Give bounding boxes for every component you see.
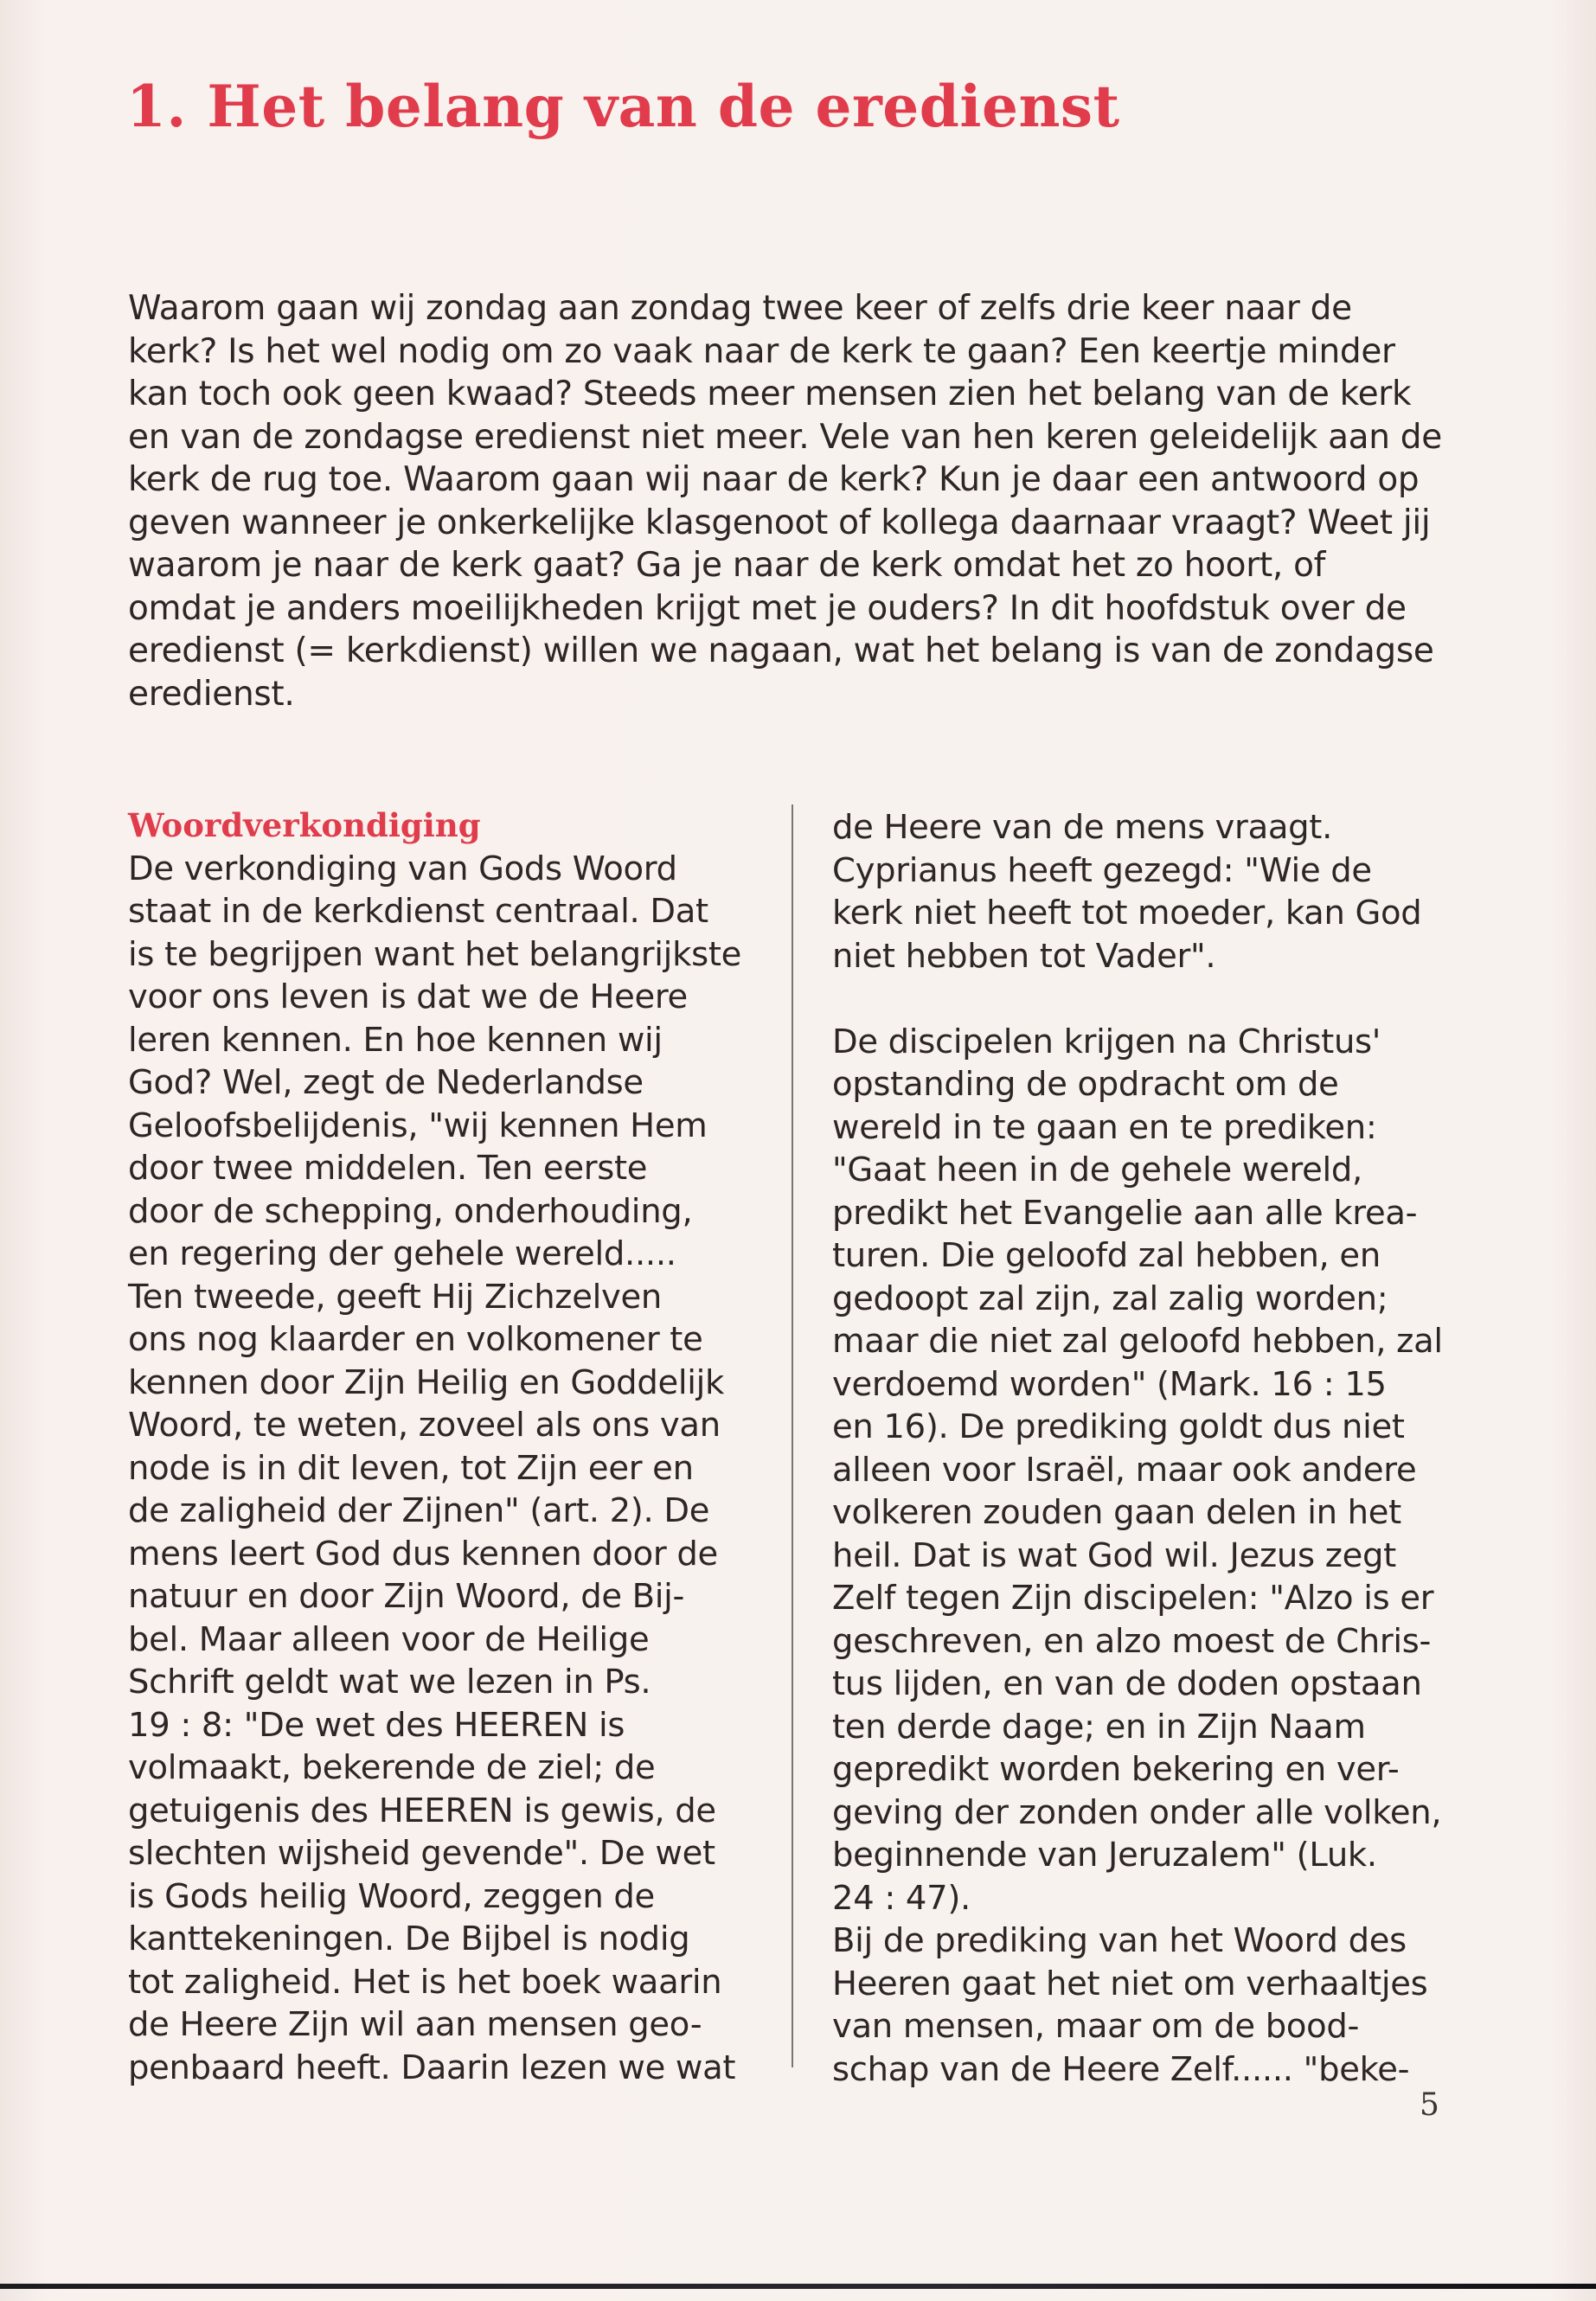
left-column-line: Geloofsbelijdenis, "wij kennen Hem (128, 1106, 708, 1145)
left-column-line: de Heere Zijn wil aan mensen geo- (128, 2005, 702, 2044)
intro-line: eredienst (= kerkdienst) willen we nagaan, wat het belang is van de zondagse (128, 631, 1434, 670)
left-column-line: voor ons leven is dat we de Heere (128, 977, 688, 1016)
intro-line: kerk de rug toe. Waarom gaan wij naar de kerk? Kun je daar een antwoord op (128, 460, 1420, 499)
right-column-line: predikt het Evangelie aan alle krea- (832, 1193, 1418, 1233)
right-column-line: 24 : 47). (832, 1878, 971, 1918)
left-column-line: staat in de kerkdienst centraal. Dat (128, 892, 708, 931)
left-column-line: de zaligheid der Zijnen" (art. 2). De (128, 1491, 710, 1530)
left-column-line: en regering der gehele wereld..... (128, 1234, 676, 1273)
left-column-line: door de schepping, onderhouding, (128, 1191, 693, 1231)
right-column-line: Bij de prediking van het Woord des (832, 1921, 1407, 1960)
left-column-line: door twee middelen. Ten eerste (128, 1149, 648, 1188)
right-column-line: Cyprianus heeft gezegd: "Wie de (832, 850, 1372, 890)
right-column-line: heil. Dat is wat God wil. Jezus zegt (832, 1535, 1396, 1575)
intro-paragraph (128, 287, 1452, 715)
right-column-line: "Gaat heen in de gehele wereld, (832, 1150, 1362, 1189)
right-column-line: De discipelen krijgen na Christus' (832, 1022, 1381, 1061)
intro-line: geven wanneer je onkerkelijke klasgenoot of kollega daarnaar vraagt? Weet jij (128, 503, 1431, 542)
right-column-line: geschreven, en alzo moest de Chris- (832, 1621, 1432, 1661)
paragraph-gap (832, 977, 1455, 1021)
page-number: 5 (1420, 2087, 1439, 2123)
right-column-line: wereld in te gaan en te prediken: (832, 1107, 1377, 1147)
right-column-line: maar die niet zal geloofd hebben, zal (832, 1322, 1443, 1361)
left-column-line: De verkondiging van Gods Woord (128, 849, 677, 888)
right-column-line: de Heere van de mens vraagt. (832, 808, 1333, 847)
left-column-line: 19 : 8: "De wet des HEEREN is (128, 1705, 625, 1745)
right-column-line: schap van de Heere Zelf...... "beke- (832, 2049, 1410, 2089)
right-column-line: Zelf tegen Zijn discipelen: "Alzo is er (832, 1579, 1434, 1618)
right-column-line: ten derde dage; en in Zijn Naam (832, 1707, 1366, 1747)
left-column-line: getuigenis des HEEREN is gewis, de (128, 1791, 716, 1830)
right-column-line: opstanding de opdracht om de (832, 1065, 1339, 1104)
left-column (128, 804, 768, 2089)
left-column-line: volmaakt, bekerende de ziel; de (128, 1748, 656, 1787)
left-column-line: Ten tweede, geeft Hij Zichzelven (128, 1277, 662, 1317)
left-column-line: leren kennen. En hoe kennen wij (128, 1020, 663, 1060)
right-column-line: beginnende van Jeruzalem" (Luk. (832, 1836, 1377, 1875)
right-column-line: tus lijden, en van de doden opstaan (832, 1664, 1422, 1703)
left-column-line: kennen door Zijn Heilig en Goddelijk (128, 1362, 725, 1402)
intro-line: eredienst. (128, 674, 295, 714)
intro-line: en van de zondagse eredienst niet meer. Vele van hen keren geleidelijk aan de (128, 417, 1442, 457)
left-column-line: kanttekeningen. De Bijbel is nodig (128, 1920, 690, 1958)
left-column-line: bel. Maar alleen voor de Heilige (128, 1619, 650, 1659)
left-column-line: is te begrijpen want het belangrijkste (128, 934, 742, 974)
right-column (832, 806, 1455, 2091)
section-heading: Woordverkondiging (128, 806, 481, 844)
intro-line: Waarom gaan wij zondag aan zondag twee keer of zelfs drie keer naar de (128, 289, 1352, 328)
right-column-line: gedoopt zal zijn, zal zalig worden; (832, 1279, 1388, 1318)
intro-line: kerk? Is het wel nodig om zo vaak naar de kerk te gaan? Een keertje minder (128, 331, 1395, 371)
right-column-line: en 16). De prediking goldt dus niet (832, 1407, 1405, 1446)
left-column-line: Woord, te weten, zoveel als ons van (128, 1406, 721, 1445)
right-column-line: niet hebben tot Vader". (832, 936, 1216, 976)
chapter-title: 1. Het belang van de eredienst (126, 73, 1120, 140)
scan-bottom-edge (0, 2284, 1596, 2289)
intro-line: waarom je naar de kerk gaat? Ga je naar de kerk omdat het zo hoort, of (128, 546, 1326, 585)
right-column-line: geving der zonden onder alle volken, (832, 1792, 1442, 1832)
left-column-line: slechten wijsheid gevende". De wet (128, 1834, 715, 1873)
left-column-line: node is in dit leven, tot Zijn eer en (128, 1448, 694, 1488)
right-column-line: van mensen, maar om de bood- (832, 2007, 1360, 2046)
left-column-line: tot zaligheid. Het is het boek waarin (128, 1962, 722, 2002)
intro-line: kan toch ook geen kwaad? Steeds meer mensen zien het belang van de kerk (128, 375, 1412, 413)
right-column-line: volkeren zouden gaan delen in het (832, 1493, 1401, 1532)
right-column-line: verdoemd worden" (Mark. 16 : 15 (832, 1364, 1387, 1404)
right-column-line: alleen voor Israël, maar ook andere (832, 1450, 1417, 1490)
left-column-line: is Gods heilig Woord, zeggen de (128, 1876, 655, 1916)
left-column-line: ons nog klaarder en volkomener te (128, 1320, 703, 1359)
right-column-line: gepredikt worden bekering en ver- (832, 1750, 1400, 1789)
right-column-line: turen. Die geloofd zal hebben, en (832, 1236, 1381, 1275)
left-column-line: mens leert God dus kennen door de (128, 1534, 718, 1574)
right-column-line: Heeren gaat het niet om verhaaltjes (832, 1964, 1428, 2003)
left-column-line: God? Wel, zegt de Nederlandse (128, 1063, 644, 1102)
left-column-line: Schrift geldt wat we lezen in Ps. (128, 1663, 651, 1702)
intro-line: omdat je anders moeilijkheden krijgt met je ouders? In dit hoofdstuk over de (128, 588, 1407, 628)
left-column-line: natuur en door Zijn Woord, de Bij- (128, 1577, 685, 1616)
right-column-line: kerk niet heeft tot moeder, kan God (832, 894, 1422, 933)
left-column-line: penbaard heeft. Daarin lezen we wat (128, 2048, 736, 2087)
column-divider (792, 804, 793, 2067)
